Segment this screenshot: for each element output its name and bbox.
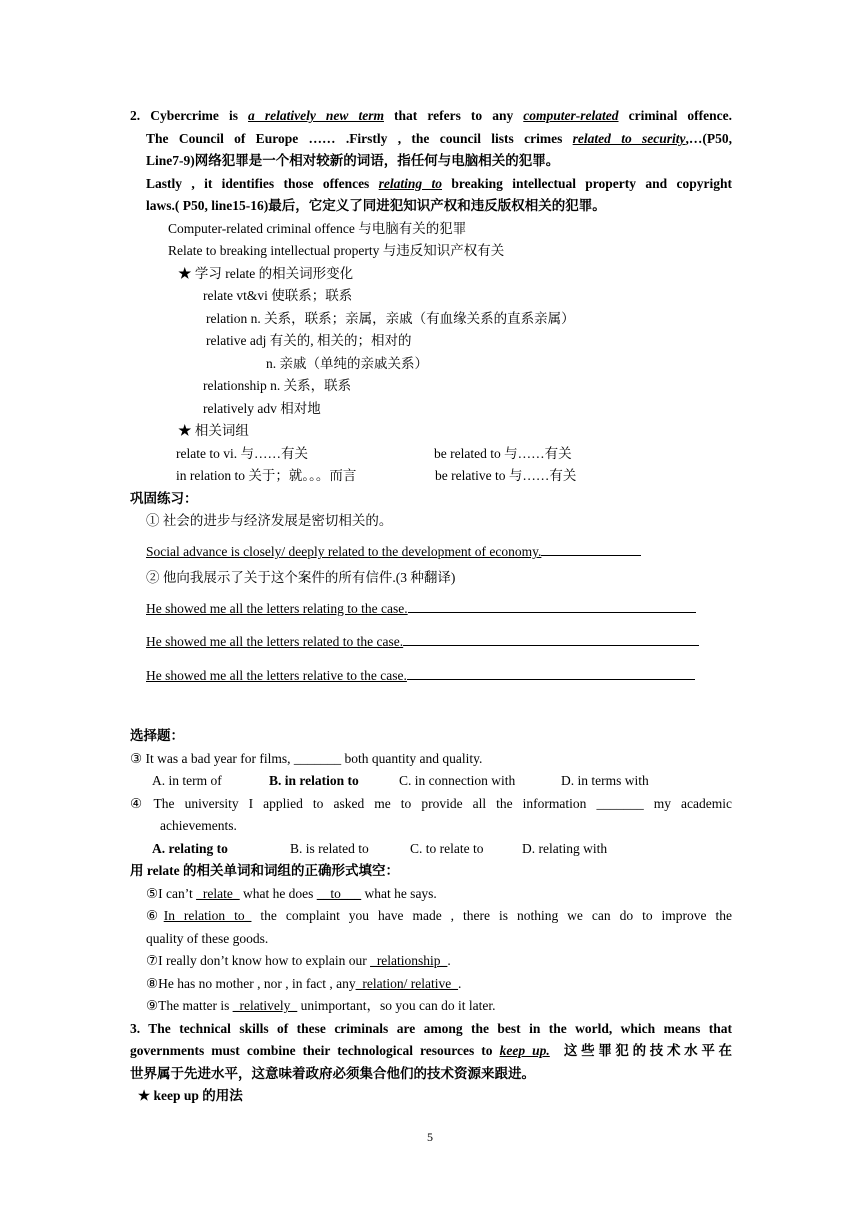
- section2-line6: Computer-related criminal offence 与电脑有关的犯罪: [168, 221, 467, 236]
- section2-line5: laws.( P50, line15-16)最后，它定义了同进犯知识产权和违反版权相关的犯罪。: [146, 198, 606, 213]
- choice-q4-option-d: D. relating with: [522, 841, 608, 856]
- choice-q3-option-b: B. in relation to: [269, 773, 359, 788]
- section2-line1: 2. Cybercrime is a relatively new term that refers to any computer-related criminal offence.: [130, 108, 732, 123]
- vocab-relative-adj: relative adj 有关的, 相关的；相对的: [206, 333, 412, 348]
- practice-a2-1: He showed me all the letters relating to the case.: [146, 598, 696, 618]
- section3-keep-up-heading: ★ keep up 的用法: [138, 1088, 243, 1103]
- fill-q6-line2: quality of these goods.: [146, 931, 269, 946]
- vocab-star-heading-1: ★ 学习 relate 的相关词形变化: [178, 266, 354, 281]
- vocab-relationship: relationship n. 关系，联系: [203, 378, 352, 393]
- section3-line2: governments must combine their technological resources to keep up. 这些罪犯的技术水平在: [130, 1043, 733, 1058]
- choice-q4-line1: ④ The university I applied to asked me to provide all the information _______ my academic: [130, 796, 732, 811]
- practice-a1: Social advance is closely/ deeply related to the development of economy.: [146, 541, 641, 561]
- vocab-star-heading-2: ★ 相关词组: [178, 423, 249, 438]
- choice-q3-option-c: C. in connection with: [399, 773, 516, 788]
- practice-q2: ② 他向我展示了关于这个案件的所有信件.(3 种翻译): [146, 570, 456, 585]
- section2-line3: Line7-9)网络犯罪是一个相对较新的词语，指任何与电脑相关的犯罪。: [146, 153, 560, 168]
- choice-q3: ③ It was a bad year for films, _______ both quantity and quality.: [130, 751, 483, 766]
- page-number: 5: [427, 1130, 433, 1144]
- phrase-relate-to: relate to vi. 与……有关: [176, 446, 308, 461]
- phrase-be-related-to: be related to 与……有关: [434, 446, 572, 461]
- choice-heading: 选择题：: [130, 728, 184, 743]
- fill-q8: ⑧He has no mother , nor , in fact , any_relation/ relative_.: [146, 976, 462, 991]
- fill-q7: ⑦I really don’t know how to explain our _relationship_.: [146, 953, 451, 968]
- vocab-relatively: relatively adv 相对地: [203, 401, 321, 416]
- section2-line7: Relate to breaking intellectual property 与违反知识产权有关: [168, 243, 505, 258]
- choice-q4-line2: achievements.: [160, 818, 237, 833]
- fill-q9: ⑨The matter is _relatively_ unimportant，so you can do it later.: [146, 998, 496, 1013]
- practice-a2-2: He showed me all the letters related to the case.: [146, 631, 699, 651]
- vocab-relative-n: n. 亲戚（单纯的亲戚关系）: [266, 356, 428, 371]
- fill-q5: ⑤I can’t _relate_ what he does __to___ what he says.: [146, 886, 437, 901]
- vocab-relate: relate vt&vi 使联系；联系: [203, 288, 353, 303]
- section3-line3: 世界属于先进水平，这意味着政府必须集合他们的技术资源来跟进。: [130, 1066, 535, 1081]
- choice-q4-option-a: A. relating to: [152, 841, 228, 856]
- section2-line4: Lastly , it identifies those offences relating to breaking intellectual property and copyright: [146, 176, 732, 191]
- vocab-relation: relation n. 关系，联系；亲属，亲戚（有血缘关系的直系亲属）: [206, 311, 575, 326]
- section3-line1: 3. The technical skills of these criminals are among the best in the world, which means that: [130, 1021, 732, 1036]
- choice-q3-option-a: A. in term of: [152, 773, 222, 788]
- practice-q1: ① 社会的进步与经济发展是密切相关的。: [146, 513, 393, 528]
- phrase-in-relation-to: in relation to 关于；就。。。而言: [176, 468, 357, 483]
- section2-line2: The Council of Europe …… .Firstly , the council lists crimes related to security,…(P50,: [146, 131, 732, 146]
- practice-a2-3: He showed me all the letters relative to the case.: [146, 665, 695, 685]
- fill-q6-line1: ⑥In relation to_ the complaint you have made , there is nothing we can do to improve the: [146, 908, 732, 923]
- choice-q4-option-b: B. is related to: [290, 841, 369, 856]
- choice-q3-option-d: D. in terms with: [561, 773, 649, 788]
- phrase-be-relative-to: be relative to 与……有关: [435, 468, 577, 483]
- fill-heading: 用 relate 的相关单词和词组的正确形式填空：: [130, 863, 399, 878]
- practice-heading: 巩固练习：: [130, 491, 198, 506]
- choice-q4-option-c: C. to relate to: [410, 841, 484, 856]
